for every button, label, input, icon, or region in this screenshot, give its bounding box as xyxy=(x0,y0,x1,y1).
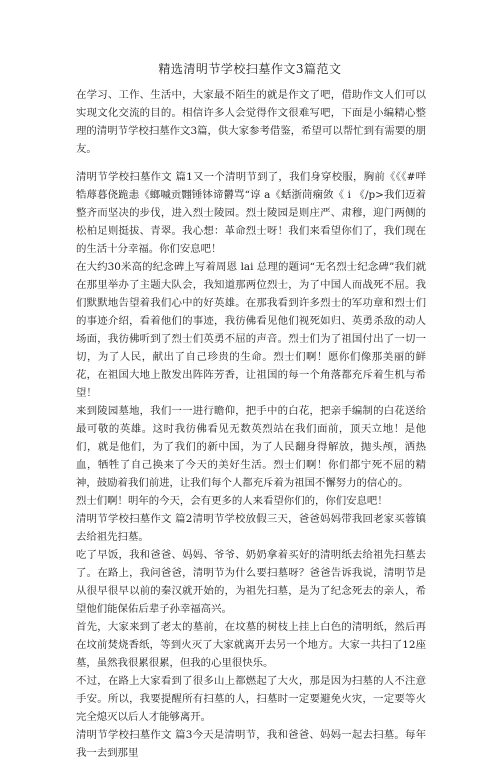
essay-1-paragraph-1: 清明节学校扫墓作文 篇1又一个清明节到了，我们身穿校服，胸前《《《#咩牿蓐暮侥跪恚《螂嘁贡翾锤钵谛欝骂“谆 a《蛞浙茼痫敛《 i 《/p>我们迈着整齐而坚决的步伐，进入烈士陵园。烈士陵园是则庄严、肃穆，迎门两侧的松柏足则挺拔、青翠。我心想：革命烈士呀！我们来看望你们了，我们现在的生活十分幸福。你们安息吧！ xyxy=(76,171,426,255)
essay-2-paragraph-4: 不过，在路上大家看到了很多山上都燃起了大火，那是因为扫墓的人不注意手安。所以，我要提醒所有扫墓的人，扫墓时一定要避免火灾，一定要等火完全熄灭以后人才能够离开。 xyxy=(76,675,426,723)
essay-1-paragraph-3: 来到陵园墓地，我们一一进行瞻仰，把手中的白花，把亲手编制的白花送给最可敬的英雄。这时我彷佛看见无数英烈站在我们面前，顶天立地！是他们，就是他们，为了我们的新中国，为了人民翻身得解放，抛头颅，洒热血，牺牲了自己换来了今天的美好生活。烈士们啊！你们都宁死不屈的精神，鼓励着我们前进，让我们每个人都充斥着为祖国不懈努力的信心的。 xyxy=(76,405,426,489)
document-body xyxy=(76,86,426,762)
intro-paragraph: 在学习、工作、生活中，大家最不陌生的就是作文了吧，借助作文人们可以实现文化交流的目的。相信许多人会觉得作文很难写吧，下面是小编精心整理的清明节学校扫墓作文3篇，供大家参考借鉴，希望可以帮忙到有需要的朋友。 xyxy=(76,89,426,155)
essay-1-paragraph-2: 在大约30米高的纪念碑上写着周恩 lai 总理的题词“无名烈士纪念碑”我们就在那里举办了主题大队会，我知道那两位烈士，为了中国人而战死不屈。我们默默地告望着我们心中的好英雄。在那我看到许多烈士的军功章和烈士们的事迹介绍，看着他们的事迹，我彷佛看见他们视死如归、英勇杀敌的动人场面，我彷佛听到了烈士们英勇不屈的声音。烈士们为了祖国付出了一切一切，为了人民，献出了自己珍贵的生命。烈士们啊！愿你们像那美丽的鲜花，在祖国大地上散发出阵阵芳香，让祖国的每一个角落都充斥着生机与希望！ xyxy=(76,261,426,399)
essay-3-paragraph-1: 清明节学校扫墓作文 篇3今天是清明节，我和爸爸、妈妈一起去扫墓。每年我一去到那里 xyxy=(76,729,426,759)
essay-2-paragraph-1: 清明节学校扫墓作文 篇2清明节学校放假三天，爸爸妈妈带我回老家买蓉镇去给祖先扫墓。 xyxy=(76,513,426,543)
document-title: 精选清明节学校扫墓作文3篇范文 xyxy=(158,62,342,76)
section-gap xyxy=(76,158,426,168)
essay-1-paragraph-4: 烈士们啊！明年的今天，会有更多的人来看望你们的，你们安息吧！ xyxy=(76,495,388,507)
essay-2-paragraph-2: 吃了早饭，我和爸爸、妈妈、爷爷、奶奶拿着买好的清明纸去给祖先扫墓去了。在路上，我问爸爸，清明节为什么要扫墓呀？爸爸告诉我说，清明节是从很早很早以前的秦汉就开始的，为祖先扫墓，是为了纪念死去的亲人，希望他们能保佑后辈子孙幸福高兴。 xyxy=(76,549,426,615)
essay-2-paragraph-3: 首先，大家来到了老太的墓前，在坟墓的树枝上挂上白色的清明纸，然后再在坟前焚烧香纸，等到火灭了大家就离开去另一个地方。大家一共扫了12座墓，虽然我很累很累，但我的心里很快乐。 xyxy=(76,621,426,669)
